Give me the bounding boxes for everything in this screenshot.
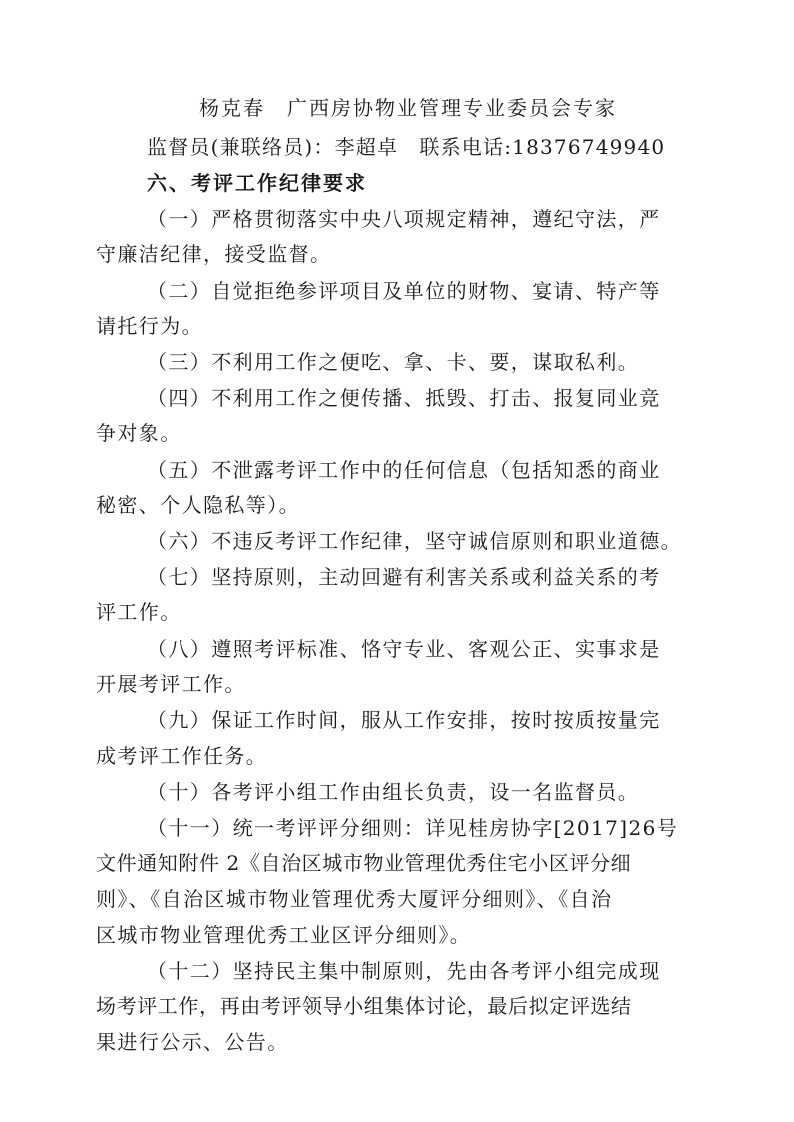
rule-11-line-1: （十一）统一考评评分细则：详见桂房协字[2017]26号 bbox=[147, 816, 679, 840]
rule-11-line-2: 文件通知附件 2《自治区城市物业管理优秀住宅小区评分细 bbox=[96, 851, 632, 875]
rule-10-line-1: （十）各考评小组工作由组长负责，设一名监督员。 bbox=[147, 780, 640, 804]
rule-4-line-1: （四）不利用工作之便传播、抵毁、打击、报复同业竞 bbox=[147, 386, 661, 410]
rule-2-line-2: 请托行为。 bbox=[96, 314, 203, 338]
rule-7-line-2: 评工作。 bbox=[96, 600, 182, 624]
rule-11-line-3: 则》、《自治区城市物业管理优秀大厦评分细则》、《自治 bbox=[96, 887, 613, 911]
rule-5-line-1: （五）不泄露考评工作中的任何信息（包括知悉的商业 bbox=[147, 458, 661, 482]
rule-9-line-2: 成考评工作任务。 bbox=[96, 744, 268, 768]
rule-8-line-1: （八）遵照考评标准、恪守专业、客观公正、实事求是 bbox=[147, 637, 661, 661]
rule-12-line-2: 场考评工作，再由考评领导小组集体讨论，最后拟定评选结 bbox=[96, 994, 632, 1018]
rule-12-line-1: （十二）坚持民主集中制原则，先由各考评小组完成现 bbox=[147, 959, 661, 983]
rule-3-line-1: （三）不利用工作之便吃、拿、卡、要，谋取私利。 bbox=[147, 350, 640, 374]
rule-7-line-1: （七）坚持原则，主动回避有利害关系或利益关系的考 bbox=[147, 565, 661, 589]
rule-11-line-4: 区城市物业管理优秀工业区评分细则》。 bbox=[96, 923, 472, 947]
committee-expert-line: 杨克春 广西房协物业管理专业委员会专家 bbox=[199, 96, 617, 120]
rule-6-line-1: （六）不违反考评工作纪律，坚守诚信原则和职业道德。 bbox=[147, 529, 682, 553]
rule-1-line-1: （一）严格贯彻落实中央八项规定精神，遵纪守法，严 bbox=[147, 207, 661, 231]
rule-9-line-1: （九）保证工作时间，服从工作安排，按时按质按量完 bbox=[147, 708, 661, 732]
rule-2-line-1: （二）自觉拒绝参评项目及单位的财物、宴请、特产等 bbox=[147, 279, 661, 303]
rule-5-line-2: 秘密、个人隐私等）。 bbox=[96, 493, 300, 517]
rule-8-line-2: 开展考评工作。 bbox=[96, 672, 246, 696]
section-heading: 六、考评工作纪律要求 bbox=[147, 171, 367, 195]
rule-4-line-2: 争对象。 bbox=[96, 421, 182, 445]
rule-12-line-3: 果进行公示、公告。 bbox=[96, 1030, 289, 1054]
supervisor-contact-line: 监督员(兼联络员)：李超卓 联系电话:18376749940 bbox=[147, 135, 666, 159]
rule-1-line-2: 守廉洁纪律，接受监督。 bbox=[96, 242, 332, 266]
